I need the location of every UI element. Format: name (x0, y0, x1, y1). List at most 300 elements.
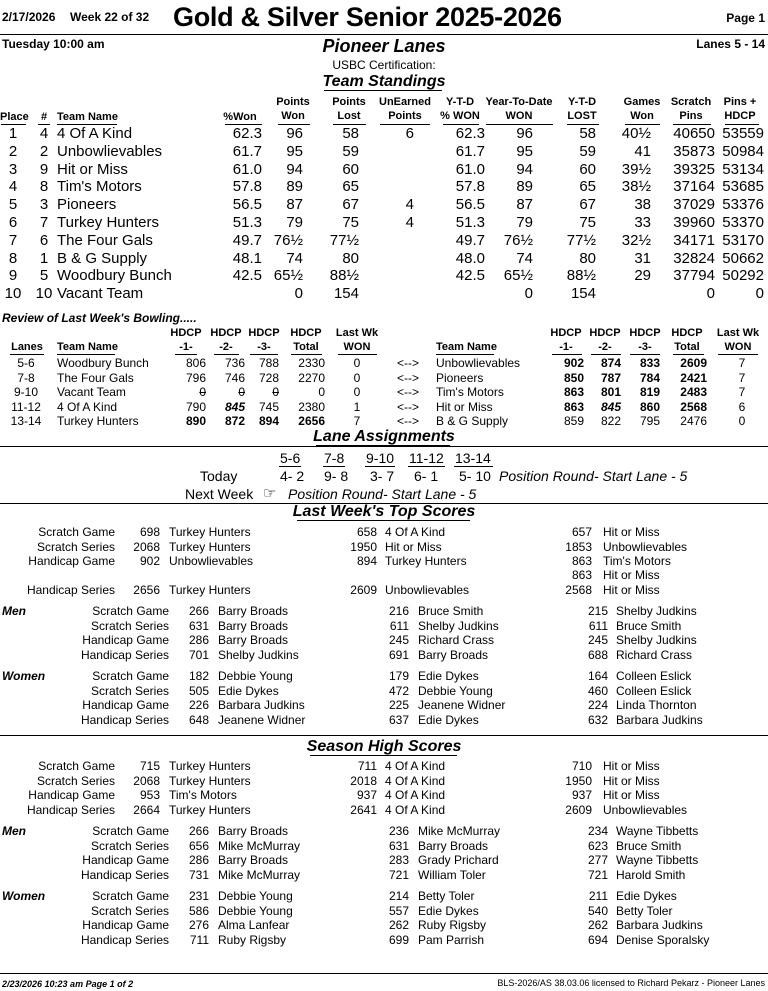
standings-cell: 96 (516, 125, 533, 142)
review-lanes: 5-6 (17, 356, 35, 370)
standings-cell: 80 (579, 249, 596, 267)
review-team: 4 Of A Kind (57, 399, 118, 414)
score-value: 2641 (350, 802, 377, 817)
lane-pair: 13-14 (455, 450, 491, 466)
standings-cell: Pioneers (57, 196, 117, 214)
standings-cell: 79 (516, 214, 533, 231)
score-value: 611 (389, 618, 409, 633)
score-name: Denise Sporalsky (616, 932, 710, 947)
score-value: 701 (188, 647, 209, 662)
standings-header: Won (281, 110, 305, 122)
score-value: 234 (587, 824, 608, 838)
standings-cell: 51.3 (232, 214, 262, 231)
report-date: 2/17/2026 (2, 10, 56, 24)
standings-cell: 31 (634, 249, 651, 267)
header-underline (57, 354, 115, 355)
review-score: 2656 (298, 414, 325, 428)
standings-cell: 4 (8, 178, 18, 196)
score-name: Shelby Judkins (418, 618, 499, 633)
review-team: Woodbury Bunch (57, 356, 149, 370)
standings-cell: 95 (286, 142, 303, 160)
score-name: 4 Of A Kind (385, 788, 446, 802)
review-opp-score: 819 (639, 385, 660, 399)
score-value: 179 (388, 669, 409, 683)
score-value: 1950 (565, 773, 592, 788)
header-underline (175, 354, 197, 355)
standings-cell: 37794 (673, 267, 715, 285)
standings-header: Year-To-Date (485, 96, 553, 108)
score-label: Scratch Series (90, 618, 169, 633)
standings-cell: 53134 (722, 160, 764, 178)
review-opp-won: 0 (738, 414, 746, 428)
standings-cell: 3 (8, 160, 18, 178)
review-opp-score: 902 (563, 356, 584, 370)
today-pair: 9- 8 (324, 468, 349, 484)
score-name: Barbara Judkins (616, 712, 703, 727)
standings-cell: 61.7 (232, 142, 262, 160)
standings-cell: 76½ (503, 231, 533, 249)
score-value: 236 (388, 824, 409, 838)
header-underline (250, 354, 278, 355)
score-value: 225 (388, 698, 409, 712)
today-pair: 5- 10 (459, 468, 491, 484)
score-label: Handicap Series (80, 647, 169, 662)
score-label: Handicap Game (28, 554, 115, 568)
standings-cell: 60 (342, 160, 359, 178)
review-opp-won: 7 (738, 385, 746, 399)
lane-underline (279, 466, 301, 467)
standings-cell: 88½ (329, 267, 359, 285)
review-won: 0 (353, 385, 361, 399)
review-score: 0 (318, 385, 325, 399)
standings-cell: 60 (579, 160, 596, 178)
score-name: Alma Lanfear (218, 918, 290, 932)
score-value: 691 (388, 647, 409, 662)
score-value: 656 (188, 838, 209, 853)
standings-cell: 34171 (673, 231, 715, 249)
review-score: 2380 (298, 399, 325, 414)
week-label: Week 22 of 32 (70, 10, 150, 24)
next-week-note: Position Round- Start Lane - 5 (288, 486, 477, 502)
score-name: Barry Broads (418, 838, 489, 853)
score-label: Scratch Game (92, 824, 169, 838)
score-value: 2609 (350, 583, 377, 597)
score-label: Handicap Game (82, 853, 169, 867)
score-name: Betty Toler (616, 903, 673, 918)
standings-cell: 67 (342, 196, 359, 214)
score-name: Debbie Young (218, 889, 293, 903)
standings-cell: 77½ (329, 231, 359, 249)
review-arrow: <--> (397, 414, 420, 428)
score-value: 937 (356, 788, 377, 802)
men-label: Men (2, 824, 26, 838)
standings-header: Y-T-D (445, 96, 475, 108)
women-label: Women (2, 889, 46, 903)
score-value: 623 (587, 838, 608, 853)
standings-cell: Vacant Team (57, 285, 144, 303)
standings-cell: 32824 (673, 249, 715, 267)
score-label: Handicap Series (26, 802, 115, 817)
score-value: 902 (139, 554, 160, 568)
standings-cell: 58 (342, 125, 359, 142)
score-value: 2609 (565, 802, 592, 817)
score-label: Handicap Series (80, 712, 169, 727)
standings-cell: 89 (516, 178, 533, 196)
standings-cell: 53370 (722, 214, 764, 231)
score-name: Hit or Miss (603, 788, 660, 802)
score-name: Pam Parrish (418, 932, 485, 947)
score-name: Turkey Hunters (169, 583, 251, 597)
score-value: 2664 (133, 802, 160, 817)
score-name: Edie Dykes (418, 712, 479, 727)
score-name: 4 Of A Kind (385, 759, 446, 773)
standings-header: Team Name (57, 111, 118, 123)
standings-cell: 35873 (673, 142, 715, 160)
review-header-left: -1- (179, 341, 193, 353)
standings-cell: 79 (286, 214, 303, 231)
score-value: 715 (139, 759, 160, 773)
score-value: 698 (139, 525, 160, 539)
standings-cell: 8 (39, 178, 49, 196)
score-value: 2068 (133, 773, 160, 788)
score-value: 721 (587, 867, 608, 882)
score-value: 1853 (565, 540, 592, 554)
review-header-right: Team Name (436, 341, 497, 353)
review-opp-score: 833 (639, 356, 660, 370)
header-underline (214, 354, 239, 355)
standings-cell: 94 (516, 160, 533, 178)
standings-cell: 3 (39, 196, 49, 214)
standings-cell: 8 (8, 249, 18, 267)
standings-cell: Hit or Miss (57, 160, 128, 178)
score-name: Tim's Motors (603, 554, 671, 568)
score-name: Hit or Miss (603, 773, 660, 788)
lanes-range: Lanes 5 - 14 (696, 37, 765, 51)
review-header-left: HDCP (290, 327, 322, 339)
women-label: Women (2, 669, 46, 683)
score-name: Jeanene Widner (418, 698, 506, 712)
score-name: Harold Smith (616, 867, 686, 882)
review-header-right: HDCP (671, 327, 703, 339)
standings-cell: 0 (706, 285, 715, 303)
score-name: Shelby Judkins (218, 647, 299, 662)
score-value: 632 (587, 712, 608, 727)
review-opp-score: 784 (639, 370, 660, 385)
standings-header: Won (630, 110, 654, 122)
score-name: 4 Of A Kind (385, 773, 446, 788)
standings-cell: 57.8 (232, 178, 262, 196)
standings-cell: 56.5 (455, 196, 485, 214)
score-value: 557 (388, 903, 409, 918)
score-value: 2018 (350, 773, 377, 788)
review-header-left: HDCP (170, 327, 202, 339)
standings-header: Points (332, 96, 366, 108)
review-header-right: -2- (598, 341, 612, 353)
standings-cell: 42.5 (232, 267, 262, 285)
standings-cell: 2 (8, 142, 18, 160)
review-score: 788 (258, 356, 279, 370)
header-underline (10, 354, 44, 355)
standings-cell: 29 (634, 267, 651, 285)
score-name: Unbowlievables (385, 583, 470, 597)
score-name: Bruce Smith (616, 618, 682, 633)
score-value: 2068 (133, 540, 160, 554)
score-name: Tim's Motors (169, 788, 237, 802)
score-name: Colleen Eslick (616, 669, 692, 683)
score-label: Scratch Series (36, 773, 115, 788)
standings-cell: 50984 (722, 142, 764, 160)
review-opp-score: 874 (600, 356, 621, 370)
standings-cell: 48.1 (232, 249, 262, 267)
score-name: Hit or Miss (603, 759, 660, 773)
review-score: 872 (224, 414, 245, 428)
standings-header: Lost (337, 110, 361, 122)
score-value: 245 (388, 633, 409, 647)
header-underline (552, 354, 582, 355)
standings-cell: 38½ (621, 178, 651, 196)
standings-cell: 61.7 (455, 142, 485, 160)
standings-cell: 37029 (673, 196, 715, 214)
standings-cell: 74 (516, 249, 533, 267)
review-lanes: 13-14 (10, 414, 42, 428)
standings-header: Games (623, 96, 661, 108)
review-score: 796 (185, 370, 206, 385)
score-value: 164 (587, 669, 608, 683)
review-header-right: Total (674, 341, 700, 353)
standings-cell: 65 (342, 178, 359, 196)
standings-cell: 4 (39, 125, 49, 142)
score-name: Hit or Miss (603, 583, 660, 597)
review-opponent: Unbowlievables (436, 356, 521, 370)
review-score: 728 (258, 370, 279, 385)
standings-cell: 62.3 (232, 125, 262, 142)
standings-cell: 75 (579, 214, 596, 231)
standings-cell: 9 (39, 160, 49, 178)
review-header-left: HDCP (210, 327, 242, 339)
score-name: Edie Dykes (218, 683, 279, 698)
score-name: Mike McMurray (218, 867, 301, 882)
lane-underline (323, 466, 345, 467)
score-name: Turkey Hunters (169, 773, 251, 788)
review-score: 745 (258, 399, 279, 414)
score-value: 631 (188, 618, 209, 633)
score-value: 226 (188, 698, 209, 712)
standings-cell: Turkey Hunters (57, 214, 159, 231)
standings-cell: 88½ (566, 267, 596, 285)
standings-cell: 58 (579, 125, 596, 142)
review-score: 746 (224, 370, 245, 385)
standings-cell: 39½ (621, 160, 651, 178)
standings-cell: 154 (570, 285, 596, 303)
standings-cell: 40650 (673, 125, 715, 142)
score-name: Edie Dykes (616, 889, 677, 903)
standings-cell: 41 (634, 142, 651, 160)
score-value: 648 (188, 712, 209, 727)
score-value: 505 (188, 683, 209, 698)
standings-cell: Woodbury Bunch (57, 267, 172, 285)
standings-cell: 87 (516, 196, 533, 214)
section-title-season: Season High Scores (306, 738, 462, 755)
score-name: Wayne Tibbetts (616, 853, 699, 867)
standings-cell: 67 (579, 196, 596, 214)
review-score: 2330 (298, 356, 325, 370)
standings-cell: B & G Supply (57, 249, 148, 267)
score-label: Scratch Game (38, 759, 115, 773)
review-header-right: Last Wk (716, 327, 760, 339)
score-value: 277 (587, 853, 608, 867)
lane-underline (454, 466, 493, 467)
standings-header: Y-T-D (567, 96, 597, 108)
page-number: Page 1 (726, 11, 765, 25)
review-opp-score: 845 (600, 399, 621, 414)
score-name: Barry Broads (218, 853, 289, 867)
standings-cell: 61.0 (455, 160, 485, 178)
standings-cell: 87 (286, 196, 303, 214)
review-score: 736 (224, 356, 245, 370)
standings-cell: 40½ (621, 125, 651, 142)
score-name: Mike McMurray (418, 824, 501, 838)
score-value: 657 (571, 525, 592, 539)
review-team: The Four Gals (57, 370, 134, 385)
header-underline (591, 354, 621, 355)
score-value: 586 (188, 903, 209, 918)
review-score: 845 (224, 399, 245, 414)
standings-header: Place (0, 111, 29, 123)
score-name: Unbowlievables (603, 802, 688, 817)
review-score: 2270 (298, 370, 325, 385)
standings-cell: 154 (333, 285, 359, 303)
header-underline (338, 354, 377, 355)
standings-cell: 6 (8, 214, 18, 231)
score-name: Linda Thornton (616, 698, 697, 712)
review-arrow: <--> (397, 370, 420, 385)
header-underline (436, 354, 494, 355)
lane-underline (408, 466, 445, 467)
score-name: Unbowlievables (603, 540, 688, 554)
score-name: Turkey Hunters (169, 525, 251, 539)
review-header-left: Last Wk (335, 327, 379, 339)
standings-cell: 80 (342, 249, 359, 267)
day-time: Tuesday 10:00 am (2, 37, 105, 51)
standings-cell: 4 Of A Kind (57, 125, 133, 142)
score-name: Edie Dykes (418, 669, 479, 683)
review-opp-won: 6 (738, 399, 746, 414)
lane-pair: 11-12 (409, 450, 444, 466)
standings-cell: 1 (8, 125, 18, 142)
section-title-top-scores: Last Week's Top Scores (292, 503, 476, 520)
today-label: Today (200, 468, 238, 484)
today-note: Position Round- Start Lane - 5 (499, 468, 688, 484)
standings-header: LOST (567, 110, 597, 122)
score-value: 699 (388, 932, 409, 947)
score-name: Bruce Smith (616, 838, 682, 853)
score-value: 710 (571, 759, 592, 773)
score-value: 214 (388, 889, 409, 903)
review-opp-score: 863 (563, 399, 584, 414)
standings-cell: 6 (39, 231, 49, 249)
review-lanes: 9-10 (13, 385, 39, 399)
score-name: Edie Dykes (418, 903, 479, 918)
score-name: Turkey Hunters (169, 759, 251, 773)
standings-header: % WON (440, 110, 480, 122)
score-value: 711 (189, 932, 209, 947)
standings-header: HDCP (724, 110, 756, 122)
score-value: 266 (188, 604, 209, 618)
men-label: Men (2, 604, 26, 618)
review-score: 894 (258, 414, 279, 428)
license-info: BLS-2026/AS 38.03.06 licensed to Richard Pekarz - Pioneer Lanes (497, 978, 765, 988)
section-title-standings: Team Standings (322, 73, 446, 90)
score-name: Hit or Miss (385, 540, 442, 554)
review-header-right: WON (724, 341, 752, 353)
today-pair: 6- 1 (414, 468, 439, 484)
score-value: 286 (188, 853, 209, 867)
score-label: Handicap Game (28, 788, 115, 802)
standings-cell: 7 (8, 231, 18, 249)
league-title: Gold & Silver Senior 2025-2026 (173, 2, 562, 32)
review-won: 7 (353, 414, 361, 428)
review-opponent: Hit or Miss (436, 399, 493, 414)
header-underline (630, 354, 660, 355)
standings-cell: 95 (516, 142, 533, 160)
standings-cell: 37164 (673, 178, 715, 196)
standings-cell: 96 (286, 125, 303, 142)
standings-cell: 65½ (503, 267, 533, 285)
review-score: 806 (185, 356, 206, 370)
score-name: Barry Broads (218, 604, 289, 618)
review-header-left: WON (343, 341, 371, 353)
score-name: Richard Crass (616, 647, 693, 662)
review-lanes: 7-8 (17, 370, 35, 385)
score-name: Richard Crass (418, 633, 495, 647)
score-value: 1950 (350, 540, 377, 554)
score-name: Hit or Miss (603, 525, 660, 539)
score-value: 611 (588, 618, 608, 633)
standings-cell: 39960 (673, 214, 715, 231)
score-value: 721 (388, 867, 409, 882)
score-label: Scratch Series (90, 903, 169, 918)
standings-cell: Tim's Motors (57, 178, 142, 196)
standings-cell: 65½ (273, 267, 303, 285)
standings-cell: 33 (634, 214, 651, 231)
review-header-right: HDCP (550, 327, 582, 339)
score-name: Hit or Miss (603, 568, 660, 582)
score-name: 4 Of A Kind (385, 802, 446, 817)
standings-header: Points (388, 110, 422, 122)
score-value: 540 (587, 903, 608, 918)
score-name: Barbara Judkins (218, 698, 305, 712)
standings-cell: 65 (579, 178, 596, 196)
score-value: 694 (587, 932, 608, 947)
score-value: 460 (587, 683, 608, 698)
score-value: 276 (188, 918, 209, 932)
review-opponent: Pioneers (436, 370, 484, 385)
standings-cell: 0 (755, 285, 764, 303)
score-value: 266 (188, 824, 209, 838)
lane-pair: 7-8 (324, 450, 345, 466)
score-name: Bruce Smith (418, 604, 484, 618)
review-opponent: B & G Supply (436, 414, 509, 428)
score-name: Debbie Young (418, 683, 493, 698)
standings-cell: 53685 (722, 178, 764, 196)
lane-underline (365, 466, 395, 467)
standings-header: Pins + (723, 96, 757, 108)
standings-cell: 53559 (722, 125, 764, 142)
review-header-left: Total (293, 341, 319, 353)
score-value: 472 (388, 683, 409, 698)
score-value: 2568 (565, 583, 592, 597)
standings-header: Points (276, 96, 310, 108)
